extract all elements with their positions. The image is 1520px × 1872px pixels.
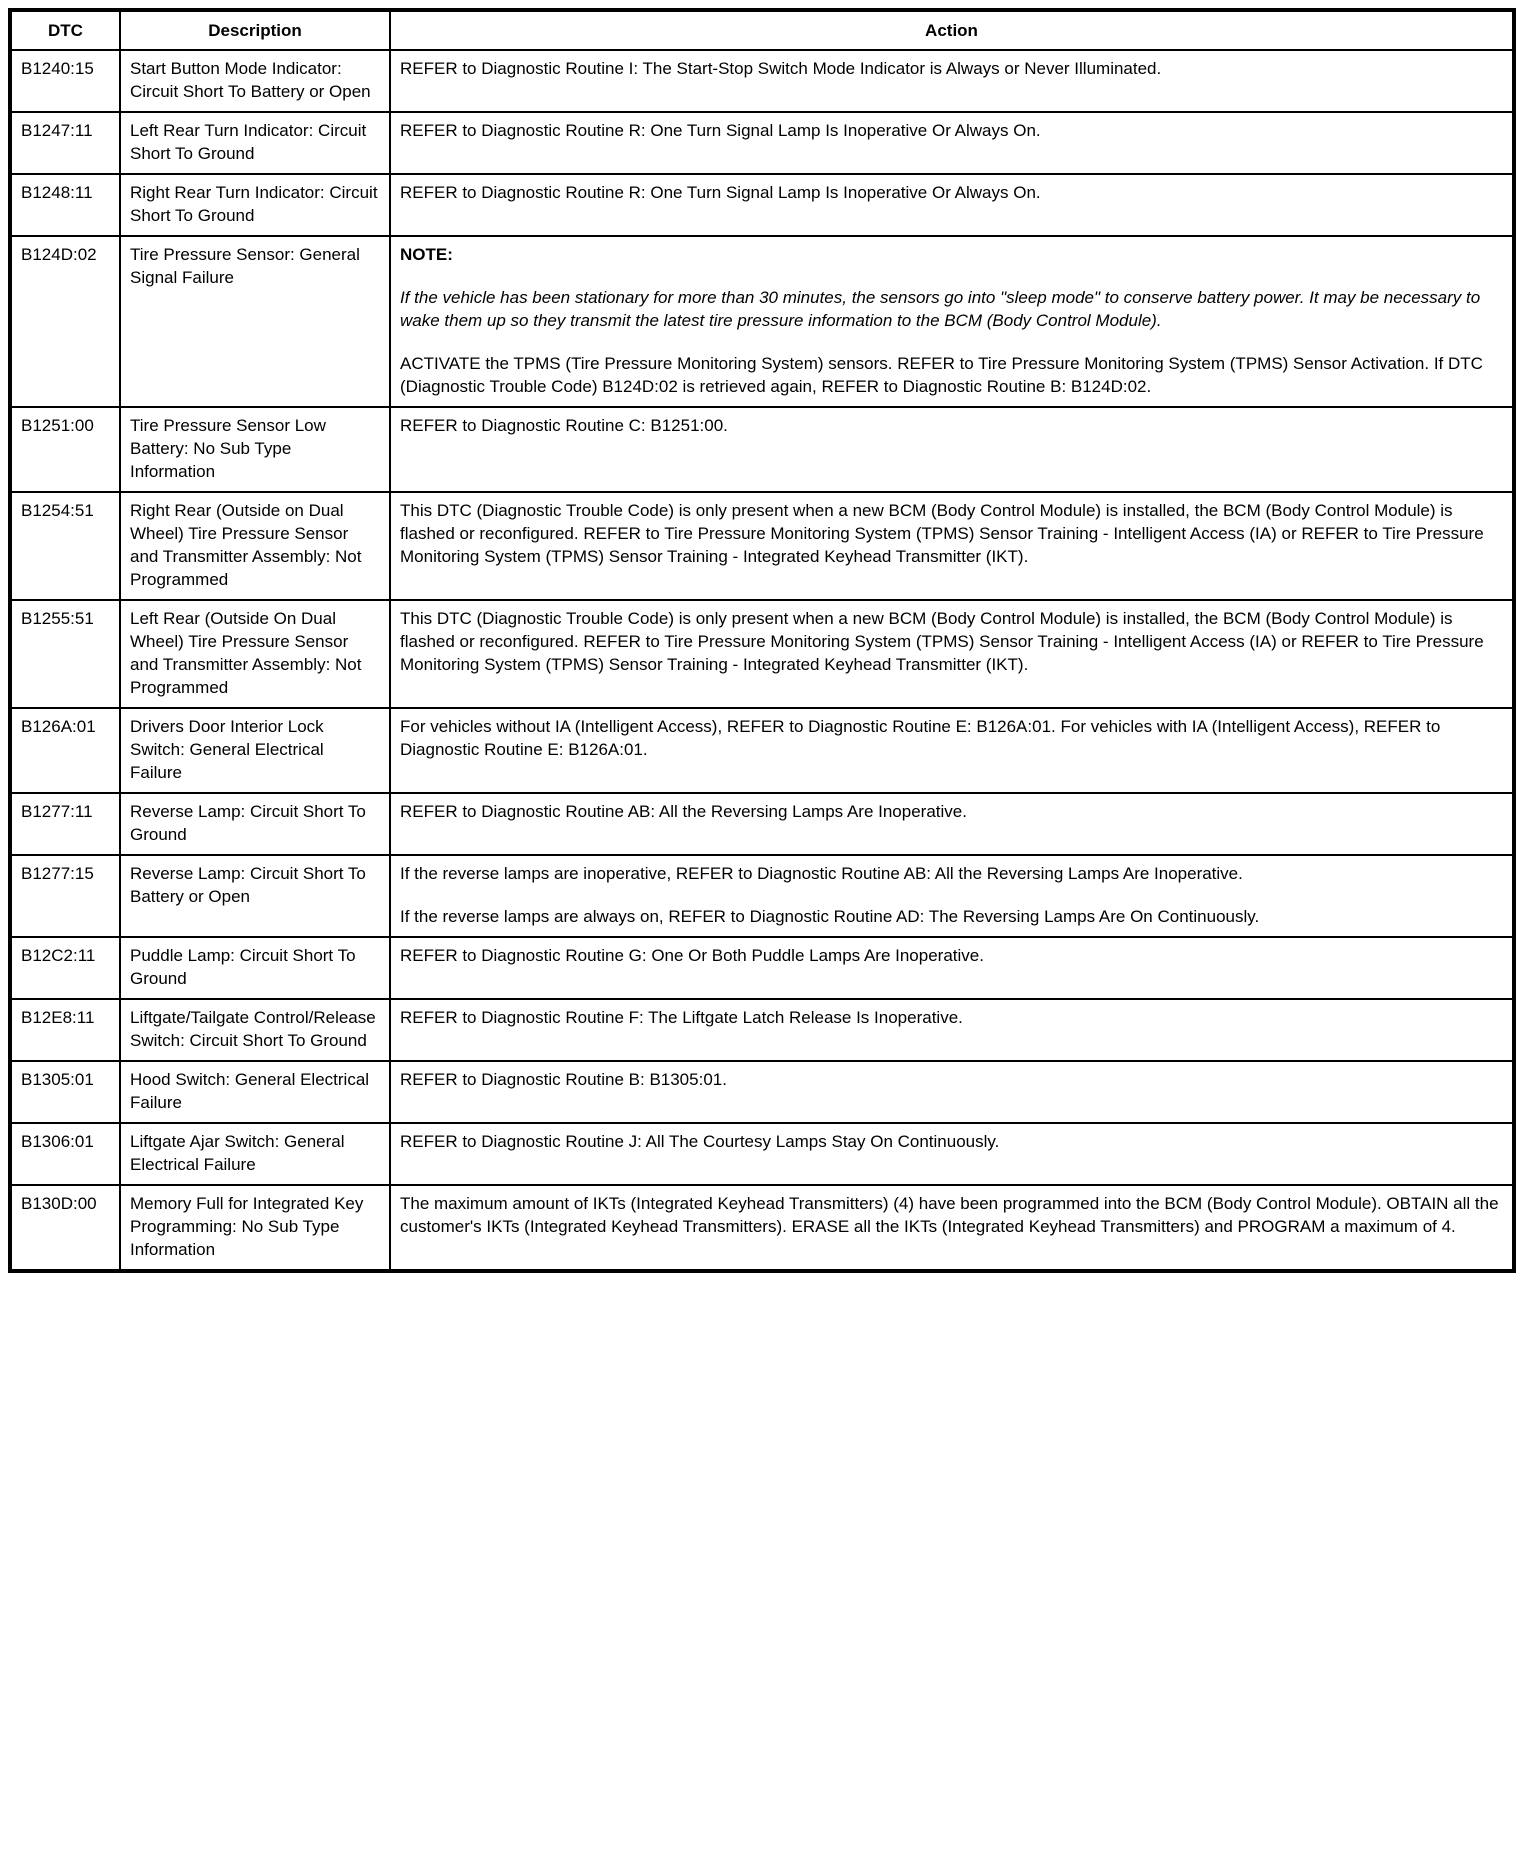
description-cell: Reverse Lamp: Circuit Short To Ground [120, 793, 390, 855]
action-paragraph: REFER to Diagnostic Routine I: The Start-Stop Switch Mode Indicator is Always or Never Illuminated. [400, 59, 1162, 78]
action-paragraph: ACTIVATE the TPMS (Tire Pressure Monitoring System) sensors. REFER to Tire Pressure Monitoring System (TPMS) Sensor Activation. If DTC (Diagnostic Trouble Code) B124D:02 is retrieved again, REFER to Diagnostic Routine B: B124D:02. [400, 354, 1483, 396]
description-cell: Start Button Mode Indicator: Circuit Short To Battery or Open [120, 50, 390, 112]
dtc-cell: B1277:11 [10, 793, 120, 855]
action-cell [390, 600, 1514, 708]
header-action: Action [390, 10, 1514, 50]
dtc-cell: B1306:01 [10, 1123, 120, 1185]
action-paragraph: This DTC (Diagnostic Trouble Code) is only present when a new BCM (Body Control Module) is installed, the BCM (Body Control Module) is flashed or reconfigured. REFER to Tire Pressure Monitoring System (TPMS) Sensor Training - Intelligent Access (IA) or REFER to Tire Pressure Monitoring System (TPMS) Sensor Training - Integrated Keyhead Transmitter (IKT). [400, 609, 1484, 674]
description-cell: Liftgate/Tailgate Control/Release Switch: Circuit Short To Ground [120, 999, 390, 1061]
action-paragraph: If the reverse lamps are always on, REFER to Diagnostic Routine AD: The Reversing Lamps Are On Continuously. [400, 907, 1260, 926]
table-row [10, 236, 1514, 407]
description-cell: Right Rear Turn Indicator: Circuit Short To Ground [120, 174, 390, 236]
table-row [10, 708, 1514, 793]
action-paragraph: If the vehicle has been stationary for more than 30 minutes, the sensors go into "sleep mode" to conserve battery power. It may be necessary to wake them up so they transmit the latest tire pressure information to the BCM (Body Control Module). [400, 288, 1481, 330]
table-row [10, 1185, 1514, 1271]
action-paragraph: NOTE: [400, 245, 453, 264]
action-cell [390, 1185, 1514, 1271]
description-cell: Liftgate Ajar Switch: General Electrical Failure [120, 1123, 390, 1185]
table-row [10, 1061, 1514, 1123]
action-paragraph: REFER to Diagnostic Routine B: B1305:01. [400, 1070, 727, 1089]
table-row [10, 793, 1514, 855]
action-paragraph: For vehicles without IA (Intelligent Access), REFER to Diagnostic Routine E: B126A:01. For vehicles with IA (Intelligent Access), REFER to Diagnostic Routine E: B126A:01. [400, 717, 1441, 759]
action-paragraph: REFER to Diagnostic Routine R: One Turn Signal Lamp Is Inoperative Or Always On. [400, 121, 1041, 140]
table-row [10, 407, 1514, 492]
action-paragraph: REFER to Diagnostic Routine R: One Turn Signal Lamp Is Inoperative Or Always On. [400, 183, 1041, 202]
action-paragraph: REFER to Diagnostic Routine C: B1251:00. [400, 416, 728, 435]
dtc-cell: B130D:00 [10, 1185, 120, 1271]
dtc-cell: B1240:15 [10, 50, 120, 112]
action-cell [390, 174, 1514, 236]
table-row [10, 112, 1514, 174]
action-paragraph: REFER to Diagnostic Routine G: One Or Both Puddle Lamps Are Inoperative. [400, 946, 984, 965]
action-paragraph: REFER to Diagnostic Routine AB: All the Reversing Lamps Are Inoperative. [400, 802, 967, 821]
dtc-cell: B12C2:11 [10, 937, 120, 999]
table-row [10, 50, 1514, 112]
action-cell [390, 236, 1514, 407]
table-row [10, 1123, 1514, 1185]
description-cell: Left Rear Turn Indicator: Circuit Short To Ground [120, 112, 390, 174]
dtc-cell: B1255:51 [10, 600, 120, 708]
action-paragraph: If the reverse lamps are inoperative, REFER to Diagnostic Routine AB: All the Reversing Lamps Are Inoperative. [400, 864, 1243, 883]
table-row [10, 937, 1514, 999]
dtc-cell: B1305:01 [10, 1061, 120, 1123]
action-cell [390, 50, 1514, 112]
table-row [10, 999, 1514, 1061]
action-cell [390, 999, 1514, 1061]
action-cell [390, 793, 1514, 855]
description-cell: Puddle Lamp: Circuit Short To Ground [120, 937, 390, 999]
description-cell: Hood Switch: General Electrical Failure [120, 1061, 390, 1123]
table-row [10, 492, 1514, 600]
action-cell [390, 1061, 1514, 1123]
table-row [10, 855, 1514, 937]
action-cell [390, 407, 1514, 492]
description-cell: Reverse Lamp: Circuit Short To Battery or Open [120, 855, 390, 937]
action-cell [390, 492, 1514, 600]
action-paragraph: REFER to Diagnostic Routine J: All The Courtesy Lamps Stay On Continuously. [400, 1132, 1000, 1151]
dtc-cell: B1248:11 [10, 174, 120, 236]
dtc-cell: B1247:11 [10, 112, 120, 174]
action-cell [390, 708, 1514, 793]
description-cell: Tire Pressure Sensor: General Signal Failure [120, 236, 390, 407]
action-paragraph: This DTC (Diagnostic Trouble Code) is only present when a new BCM (Body Control Module) is installed, the BCM (Body Control Module) is flashed or reconfigured. REFER to Tire Pressure Monitoring System (TPMS) Sensor Training - Intelligent Access (IA) or REFER to Tire Pressure Monitoring System (TPMS) Sensor Training - Integrated Keyhead Transmitter (IKT). [400, 501, 1484, 566]
table-body [10, 50, 1514, 1271]
action-paragraph: REFER to Diagnostic Routine F: The Liftgate Latch Release Is Inoperative. [400, 1008, 963, 1027]
action-cell [390, 112, 1514, 174]
header-row [10, 10, 1514, 50]
table-row [10, 174, 1514, 236]
dtc-cell: B1251:00 [10, 407, 120, 492]
description-cell: Left Rear (Outside On Dual Wheel) Tire Pressure Sensor and Transmitter Assembly: Not Programmed [120, 600, 390, 708]
action-paragraph: The maximum amount of IKTs (Integrated Keyhead Transmitters) (4) have been programmed into the BCM (Body Control Module). OBTAIN all the customer's IKTs (Integrated Keyhead Transmitters). ERASE all the IKTs (Integrated Keyhead Transmitters) and PROGRAM a maximum of 4. [400, 1194, 1499, 1236]
header-description: Description [120, 10, 390, 50]
description-cell: Memory Full for Integrated Key Programming: No Sub Type Information [120, 1185, 390, 1271]
action-cell [390, 855, 1514, 937]
dtc-cell: B1254:51 [10, 492, 120, 600]
dtc-cell: B12E8:11 [10, 999, 120, 1061]
table-row [10, 600, 1514, 708]
action-cell [390, 1123, 1514, 1185]
dtc-cell: B1277:15 [10, 855, 120, 937]
dtc-cell: B124D:02 [10, 236, 120, 407]
action-cell [390, 937, 1514, 999]
description-cell: Drivers Door Interior Lock Switch: General Electrical Failure [120, 708, 390, 793]
header-dtc: DTC [10, 10, 120, 50]
description-cell: Right Rear (Outside on Dual Wheel) Tire Pressure Sensor and Transmitter Assembly: Not Programmed [120, 492, 390, 600]
description-cell: Tire Pressure Sensor Low Battery: No Sub Type Information [120, 407, 390, 492]
dtc-cell: B126A:01 [10, 708, 120, 793]
dtc-table [8, 8, 1516, 1273]
